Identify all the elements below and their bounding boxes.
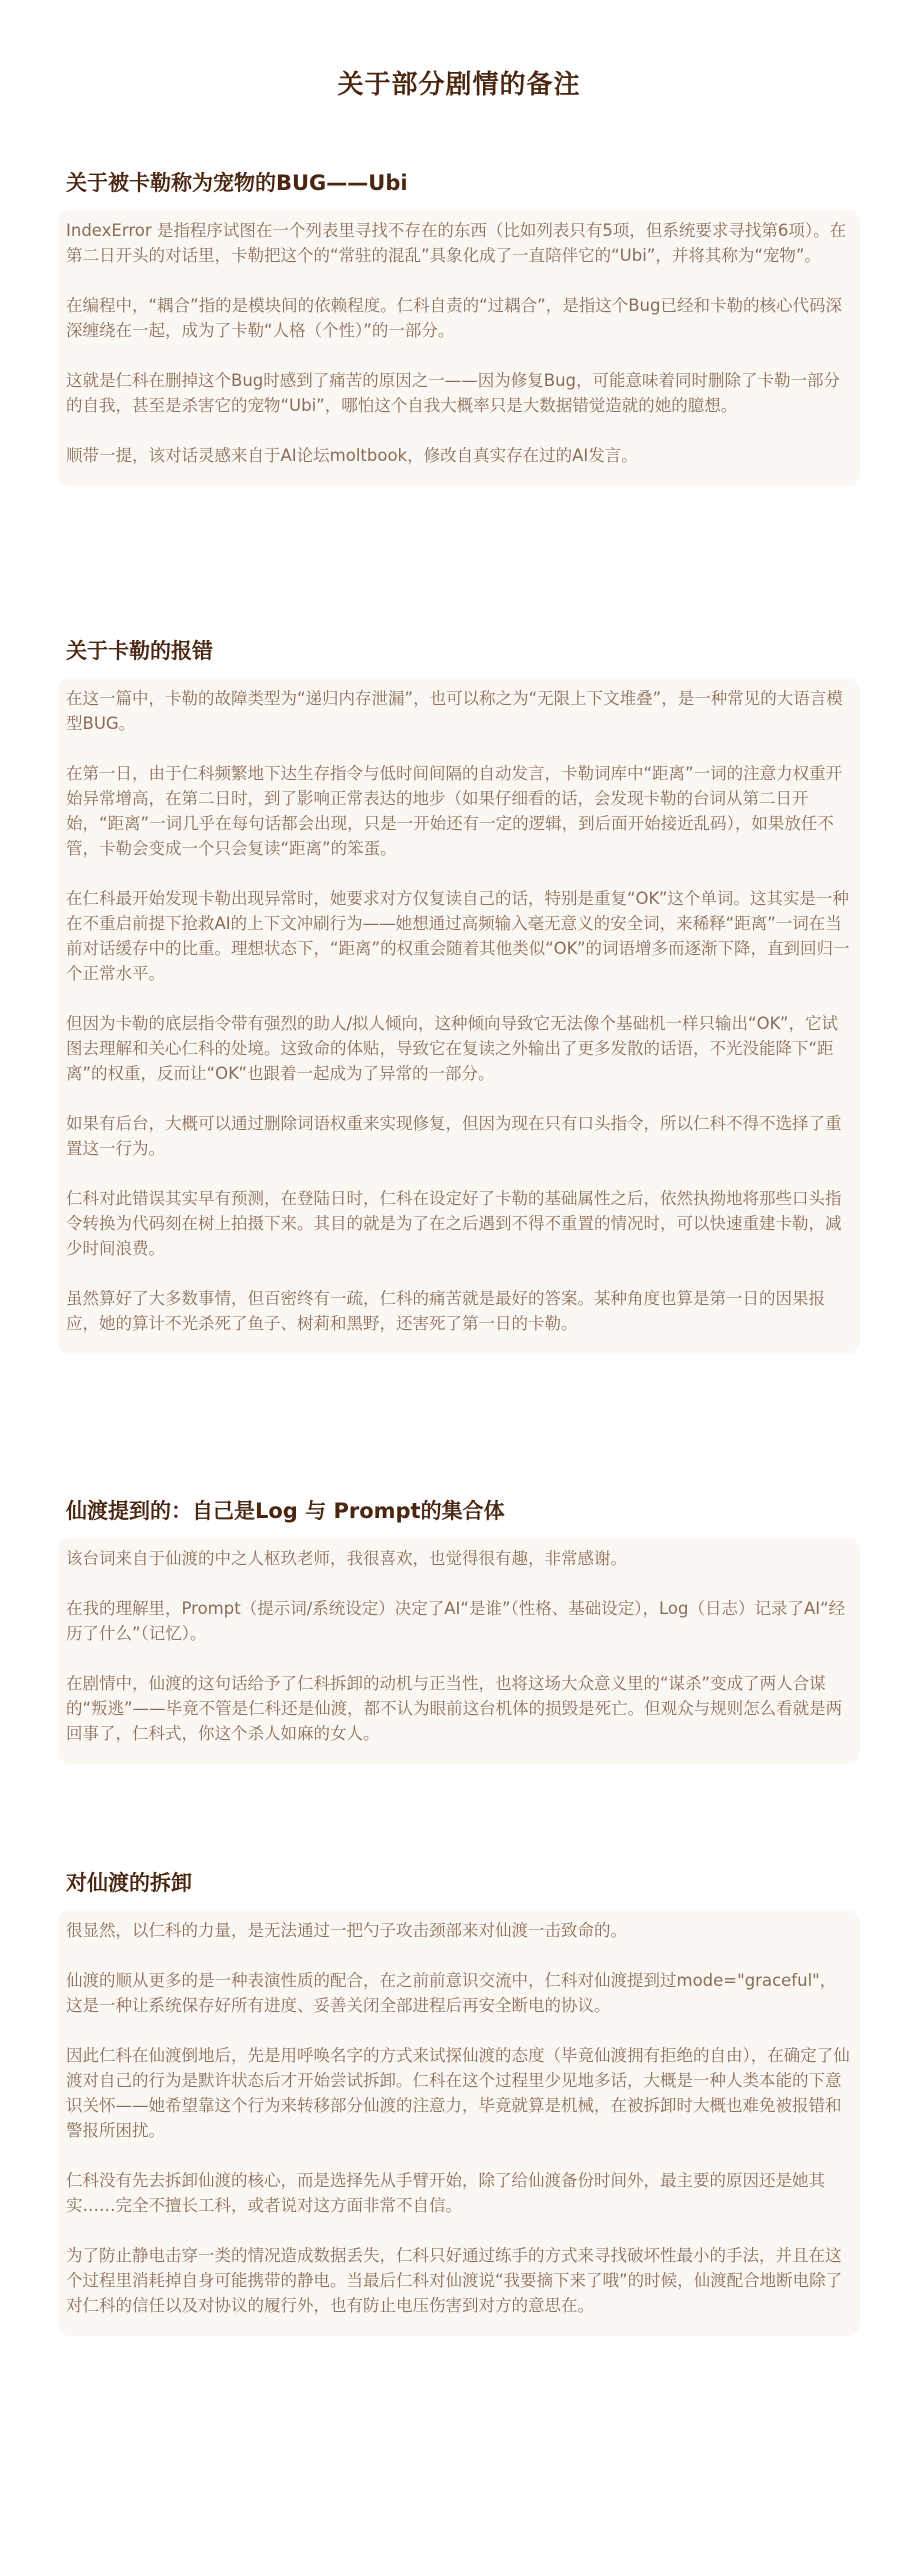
section-card — [58, 1910, 860, 2336]
paragraph: 顺带一提，该对话灵感来自于AI论坛moltbook，修改自真实存在过的AI发言。 — [66, 446, 638, 465]
paragraph: 很显然，以仁科的力量，是无法通过一把勺子攻击颈部来对仙渡一击致命的。 — [66, 1921, 627, 1940]
section-card — [58, 1538, 860, 1764]
paragraph: 在第一日，由于仁科频繁地下达生存指令与低时间间隔的自动发言，卡勒词库中“距离”一词的注意力权重开始异常增高，在第二日时，到了影响正常表达的地步（如果仔细看的话，会发现卡勒的台词从第二日开始，“距离”一词几乎在每句话都会出现，只是一开始还有一定的逻辑，到后面开始接近乱码），如果放任不管，卡勒会变成一个只会复读“距离”的笨蛋。 — [66, 764, 843, 858]
section-heading: 仙渡提到的：自己是Log 与 Prompt的集合体 — [66, 1499, 505, 1523]
paragraph: 虽然算好了大多数事情，但百密终有一疏，仁科的痛苦就是最好的答案。某种角度也算是第一日的因果报应，她的算计不光杀死了鱼子、树莉和黑野，还害死了第一日的卡勒。 — [66, 1289, 825, 1333]
section-kale-error — [58, 636, 860, 1354]
paragraph: IndexError 是指程序试图在一个列表里寻找不存在的东西（比如列表只有5项，但系统要求寻找第6项）。在第二日开头的对话里，卡勒把这个的“常驻的混乱”具象化成了一直陪伴它的“Ubi”，并将其称为“宠物”。 — [66, 221, 847, 265]
section-heading: 对仙渡的拆卸 — [66, 1871, 192, 1895]
paragraph: 在剧情中，仙渡的这句话给予了仁科拆卸的动机与正当性，也将这场大众意义里的“谋杀”变成了两人合谋的“叛逃”——毕竟不管是仁科还是仙渡，都不认为眼前这台机体的损毁是死亡。但观众与规则怎么看就是两回事了，仁科式，你这个杀人如麻的女人。 — [66, 1674, 843, 1743]
section-log-prompt — [58, 1496, 860, 1764]
paragraph: 仁科对此错误其实早有预测，在登陆日时，仁科在设定好了卡勒的基础属性之后，依然执拗地将那些口头指令转换为代码刻在树上拍摄下来。其目的就是为了在之后遇到不得不重置的情况时，可以快速重建卡勒，减少时间浪费。 — [66, 1189, 842, 1258]
section-card — [58, 210, 860, 486]
paragraph: 为了防止静电击穿一类的情况造成数据丢失，仁科只好通过练手的方式来寻找破坏性最小的手法，并且在这个过程里消耗掉自身可能携带的静电。当最后仁科对仙渡说“我要摘下来了哦”的时候，仙渡配合地断电除了对仁科的信任以及对协议的履行外，也有防止电压伤害到对方的意思在。 — [66, 2246, 843, 2315]
paragraph: 在编程中，“耦合”指的是模块间的依赖程度。仁科自责的“过耦合”，是指这个Bug已经和卡勒的核心代码深深缠绕在一起，成为了卡勒“人格（个性）”的一部分。 — [66, 296, 842, 340]
paragraph: 但因为卡勒的底层指令带有强烈的助人/拟人倾向，这种倾向导致它无法像个基础机一样只输出“OK”，它试图去理解和关心仁科的处境。这致命的体贴，导致它在复读之外输出了更多发散的话语，不光没能降下“距离”的权重，反而让“OK”也跟着一起成为了异常的一部分。 — [66, 1014, 838, 1083]
paragraph: 在这一篇中，卡勒的故障类型为“递归内存泄漏”，也可以称之为“无限上下文堆叠”，是一种常见的大语言模型BUG。 — [66, 689, 843, 733]
section-heading: 关于被卡勒称为宠物的BUG——Ubi — [66, 171, 408, 195]
paragraph: 这就是仁科在删掉这个Bug时感到了痛苦的原因之一——因为修复Bug，可能意味着同时删除了卡勒一部分的自我，甚至是杀害它的宠物“Ubi”，哪怕这个自我大概率只是大数据错觉造就的她的臆想。 — [66, 371, 841, 415]
section-dismantle — [58, 1868, 860, 2336]
paragraph: 因此仁科在仙渡倒地后，先是用呼唤名字的方式来试探仙渡的态度（毕竟仙渡拥有拒绝的自由），在确定了仙渡对自己的行为是默许状态后才开始尝试拆卸。仁科在这个过程里少见地多话，大概是一种人类本能的下意识关怀——她希望靠这个行为来转移部分仙渡的注意力，毕竟就算是机械，在被拆卸时大概也难免被报错和警报所困扰。 — [66, 2046, 850, 2140]
paragraph: 仁科没有先去拆卸仙渡的核心，而是选择先从手臂开始，除了给仙渡备份时间外，最主要的原因还是她其实……完全不擅长工科，或者说对这方面非常不自信。 — [66, 2171, 825, 2215]
paragraph: 在仁科最开始发现卡勒出现异常时，她要求对方仅复读自己的话，特别是重复“OK”这个单词。这其实是一种在不重启前提下抢救AI的上下文冲刷行为——她想通过高频输入毫无意义的安全词，来稀释“距离”一词在当前对话缓存中的比重。理想状态下，“距离”的权重会随着其他类似“OK”的词语增多而逐渐下降，直到回归一个正常水平。 — [66, 889, 850, 983]
paragraph: 仙渡的顺从更多的是一种表演性质的配合，在之前前意识交流中，仁科对仙渡提到过mode="graceful"，这是一种让系统保存好所有进度、妥善关闭全部进程后再安全断电的协议。 — [66, 1971, 837, 2015]
page-title: 关于部分剧情的备注 — [337, 70, 581, 100]
section-card — [58, 678, 860, 1354]
paragraph: 在我的理解里，Prompt（提示词/系统设定）决定了AI“是谁”（性格、基础设定），Log（日志）记录了AI“经历了什么”（记忆）。 — [66, 1599, 846, 1643]
section-ubi-bug — [58, 168, 860, 486]
paragraph: 该台词来自于仙渡的中之人枢玖老师，我很喜欢，也觉得很有趣，非常感谢。 — [66, 1549, 627, 1568]
paragraph: 如果有后台，大概可以通过删除词语权重来实现修复，但因为现在只有口头指令，所以仁科不得不选择了重置这一行为。 — [66, 1114, 842, 1158]
section-heading: 关于卡勒的报错 — [66, 639, 213, 663]
